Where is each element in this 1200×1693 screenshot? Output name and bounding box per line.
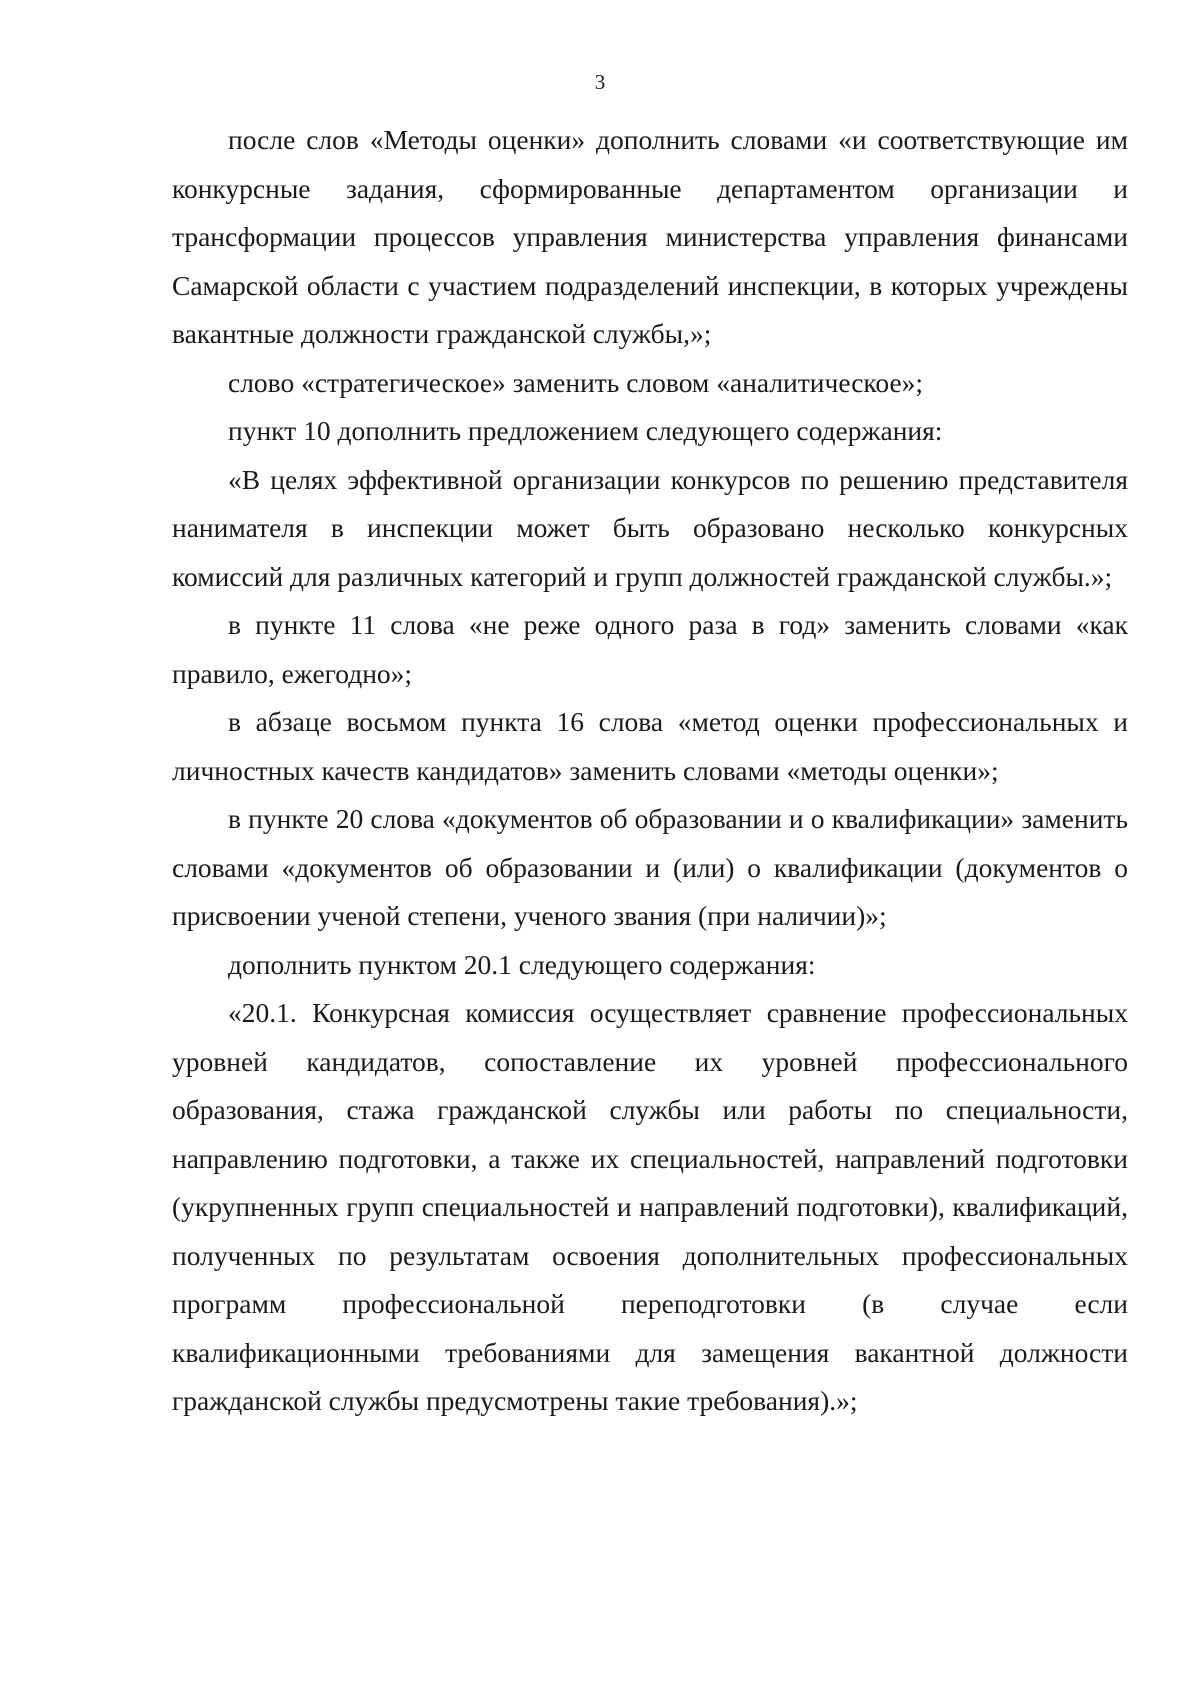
paragraph-point-20-1-intro: дополнить пунктом 20.1 следующего содержания:: [228, 948, 816, 980]
paragraph-replace-strategic: слово «стратегическое» заменить словом «аналитическое»;: [228, 366, 924, 398]
paragraph-point-10-intro: пункт 10 дополнить предложением следующего содержания:: [228, 415, 943, 446]
paragraph-point-16: в абзаце восьмом пункта 16 слова «метод оценки профессиональных и личностных качеств кандидатов» заменить словами «методы оценки»;: [172, 706, 1128, 786]
page-number: 3: [594, 70, 606, 94]
paragraph-point-11: в пункте 11 слова «не реже одного раза в год» заменить словами «как правило, ежегодно»;: [172, 609, 1128, 689]
paragraph-point-20: в пункте 20 слова «документов об образовании и о квалификации» заменить словами «документов об образовании и (или) о квалификации (документов о присвоении ученой степени, ученого звания (при наличии)»;: [172, 803, 1128, 931]
paragraph-methods-of-assessment: после слов «Методы оценки» дополнить словами «и соответствующие им конкурсные задания, сформированные департаментом организации и трансформации процессов управления министерства управления финансами Самарской области с участием подразделений инспекции, в которых учреждены вакантные должности гражданской службы,»;: [172, 124, 1128, 349]
paragraph-point-20-1-text: «20.1. Конкурсная комиссия осуществляет сравнение профессиональных уровней кандидатов, сопоставление их уровней профессионального образования, стажа гражданской службы или работы по специальности, направлению подготовки, а также их специальностей, направлений подготовки (укрупненных групп специальностей и направлений подготовки), квалификаций, полученных по результатам освоения дополнительных профессиональных программ профессиональной переподготовки (в случае если квалификационными требованиями для замещения вакантной должности гражданской службы предусмотрены такие требования).»;: [172, 997, 1128, 1416]
paragraph-point-10-text: «В целях эффективной организации конкурсов по решению представителя нанимателя в инспекции может быть образовано несколько конкурсных комиссий для различных категорий и групп должностей гражданской службы.»;: [172, 463, 1128, 592]
document-body: [172, 116, 1128, 1426]
